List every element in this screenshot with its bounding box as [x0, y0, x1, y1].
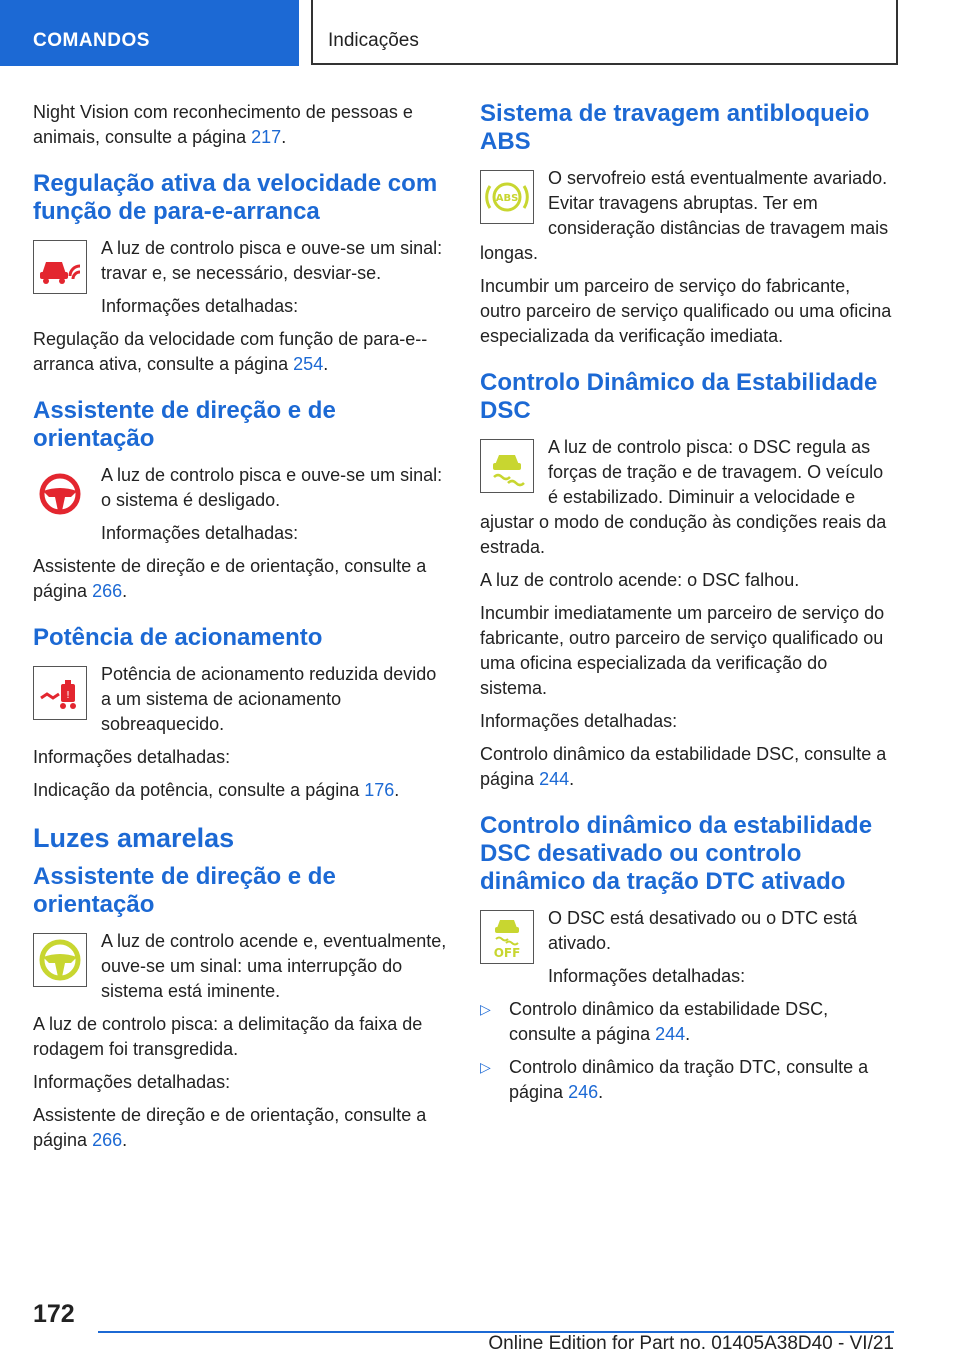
- section-heading: Sistema de travagem antibloqueio ABS: [480, 100, 870, 155]
- page-link[interactable]: 217: [251, 127, 282, 147]
- details-label: Informações detalhadas:: [480, 711, 678, 731]
- section-description: Incumbir um parceiro de serviço do fabricante, outro parceiro de serviço qualificado ou uma oficina especializada da verificação imediata.: [480, 276, 892, 346]
- page-link[interactable]: 254: [293, 354, 324, 374]
- reference-paragraph: Regulação da velocidade com função de para-e--arranca ativa, consulte a página 254.: [33, 329, 428, 374]
- edition-text: Online Edition for Part no. 01405A38D40 - VI/21: [488, 1333, 894, 1354]
- section-description: A luz de controlo acende: o DSC falhou.: [480, 570, 800, 590]
- details-label: Informações detalhadas:: [101, 523, 299, 543]
- details-label: Informações detalhadas:: [101, 296, 299, 316]
- page-link[interactable]: 244: [655, 1024, 686, 1044]
- section-description: A luz de controlo pisca e ouve-se um sinal: o sistema é desligado.: [101, 465, 443, 510]
- right-column: [480, 100, 896, 1113]
- section-description: Potência de acionamento reduzida devido a um sistema de acionamento sobreaquecido.: [101, 664, 437, 734]
- dsc-off-icon: [480, 910, 534, 964]
- page-link[interactable]: 246: [568, 1082, 599, 1102]
- abs-warning-icon: [480, 170, 534, 224]
- details-label: Informações detalhadas:: [33, 747, 231, 767]
- section-heading: Controlo dinâmico da estabilidade DSC desativado ou controlo dinâmico da tração DTC ativado: [480, 812, 873, 895]
- reference-list: [480, 997, 896, 1105]
- details-label: Informações detalhadas:: [548, 966, 746, 986]
- section-description: O servofreio está eventualmente avariado. Evitar travagens abruptas. Ter em consideração distâncias de travagem mais longas.: [480, 168, 889, 263]
- section-heading: Controlo Dinâmico da Estabilidade DSC: [480, 369, 878, 424]
- section-description: A luz de controlo pisca e ouve-se um sinal: travar e, se necessário, desviar-se.: [101, 238, 443, 283]
- chapter-title: Indicações: [328, 30, 419, 51]
- list-item: ▷ Controlo dinâmico da tração DTC, consulte a página 246.: [480, 1057, 869, 1102]
- page-link[interactable]: 244: [539, 769, 570, 789]
- amber-lights-heading: Luzes amarelas: [33, 823, 235, 853]
- intro-paragraph: Night Vision com reconhecimento de pessoas e animais, consulte a página 217.: [33, 102, 413, 147]
- reference-paragraph: Controlo dinâmico da estabilidade DSC, consulte a página 244.: [480, 744, 887, 789]
- section-tab: [0, 0, 299, 66]
- section-heading: Regulação ativa da velocidade com função de para-e-arranca: [33, 170, 438, 225]
- details-label: Informações detalhadas:: [33, 1072, 231, 1092]
- section-label: COMANDOS: [33, 30, 150, 51]
- steering-wheel-yellow-icon: [33, 933, 87, 987]
- section-description: A luz de controlo pisca: a delimitação da faixa de rodagem foi transgredida.: [33, 1014, 423, 1059]
- cruise-control-warning-icon: [33, 240, 87, 294]
- page-link[interactable]: 176: [364, 780, 395, 800]
- section-description: Incumbir imediatamente um parceiro de serviço do fabricante, outro parceiro de serviço qualificado ou uma oficina especializada da verificação do sistema.: [480, 603, 885, 698]
- abs-icon-label: ABS: [495, 193, 519, 204]
- off-icon-label: OFF: [493, 946, 521, 960]
- section-description: A luz de controlo pisca: o DSC regula as forças de tração e de travagem. O veículo é estabilizado. Diminuir a velocidade e ajustar o modo de condução às condições reais da estrada.: [480, 437, 887, 557]
- section-description: A luz de controlo acende e, eventualmente, ouve-se um sinal: uma interrupção do sistema está iminente.: [101, 931, 447, 1001]
- triangle-bullet-icon: ▷: [480, 1001, 491, 1017]
- page-link[interactable]: 266: [92, 1130, 123, 1150]
- reference-paragraph: Indicação da potência, consulte a página 176.: [33, 780, 400, 800]
- section-description: O DSC está desativado ou o DTC está ativado.: [548, 908, 858, 953]
- reference-paragraph: Assistente de direção e de orientação, consulte a página 266.: [33, 556, 427, 601]
- page-link[interactable]: 266: [92, 581, 123, 601]
- chapter-header: [311, 0, 898, 65]
- reference-paragraph: Assistente de direção e de orientação, consulte a página 266.: [33, 1105, 427, 1150]
- section-heading: Potência de acionamento: [33, 624, 323, 651]
- list-item: ▷ Controlo dinâmico da estabilidade DSC, consulte a página 244.: [480, 999, 829, 1044]
- page-number: 172: [33, 1300, 75, 1328]
- left-column: [33, 100, 449, 1161]
- steering-wheel-red-icon: [33, 467, 87, 521]
- drive-power-warning-icon: [33, 666, 87, 720]
- svg-text:!: !: [65, 690, 71, 701]
- dsc-icon: [480, 439, 534, 493]
- section-heading: Assistente de direção e de orientação: [33, 397, 336, 452]
- section-heading: Assistente de direção e de orientação: [33, 863, 336, 918]
- triangle-bullet-icon: ▷: [480, 1059, 491, 1075]
